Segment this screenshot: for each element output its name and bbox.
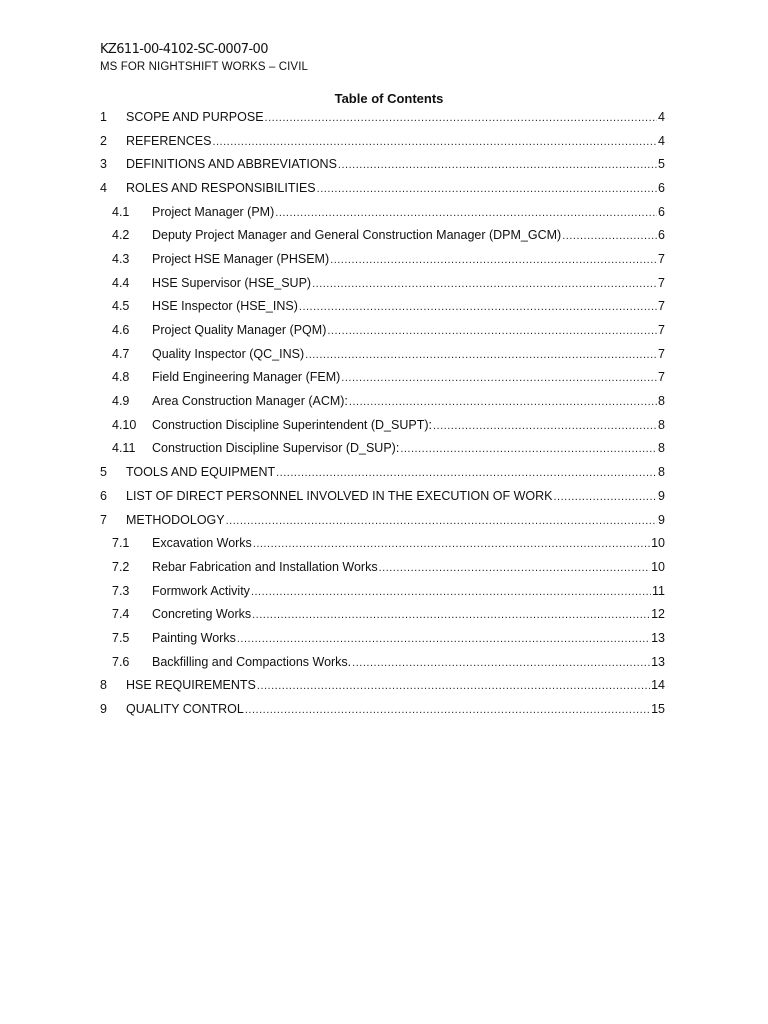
toc-entry-number: 7.1 bbox=[112, 536, 130, 551]
toc-entry-number: 7.6 bbox=[112, 654, 130, 669]
toc-entry-number: 4 bbox=[100, 180, 107, 195]
toc-entry-page-number: 8 bbox=[658, 394, 665, 409]
toc-entry-page-number: 7 bbox=[658, 299, 665, 314]
toc-dot-leader bbox=[252, 609, 650, 621]
toc-dot-leader bbox=[226, 515, 657, 527]
toc-subsection-entry[interactable] bbox=[100, 626, 665, 650]
toc-subsection-entry[interactable] bbox=[100, 555, 665, 579]
toc-entry-title: Construction Discipline Superintendent (D_SUPT): bbox=[152, 417, 432, 432]
toc-entry-body bbox=[152, 205, 665, 219]
toc-section-entry[interactable] bbox=[100, 176, 665, 200]
toc-dot-leader bbox=[237, 633, 650, 645]
toc-entry-page-number: 4 bbox=[658, 109, 665, 124]
toc-entry-title: Backfilling and Compactions Works. bbox=[152, 654, 352, 669]
toc-entry-title: TOOLS AND EQUIPMENT bbox=[126, 465, 276, 480]
toc-dot-leader bbox=[305, 349, 657, 361]
toc-entry-page-number: 4 bbox=[658, 133, 665, 148]
toc-entry-body bbox=[152, 252, 665, 266]
toc-entry-number: 4.8 bbox=[112, 370, 130, 385]
toc-entry-page-number: 13 bbox=[651, 630, 665, 645]
toc-dot-leader bbox=[352, 657, 650, 669]
toc-entry-page-number: 9 bbox=[658, 488, 665, 503]
toc-entry-body bbox=[126, 678, 665, 692]
toc-entry-page-number: 11 bbox=[652, 583, 665, 598]
toc-entry-title: Project HSE Manager (PHSEM) bbox=[152, 251, 330, 266]
toc-entry-title: HSE Inspector (HSE_INS) bbox=[152, 299, 298, 314]
toc-entry-body bbox=[126, 702, 665, 716]
toc-section-entry[interactable] bbox=[100, 697, 665, 721]
toc-subsection-entry[interactable] bbox=[100, 650, 665, 674]
toc-entry-number: 1 bbox=[100, 109, 107, 124]
toc-entry-page-number: 8 bbox=[658, 465, 665, 480]
toc-dot-leader bbox=[251, 586, 651, 598]
toc-dot-leader bbox=[349, 396, 657, 408]
toc-entry-body bbox=[152, 394, 665, 408]
toc-entry-number: 3 bbox=[100, 157, 107, 172]
toc-entry-page-number: 7 bbox=[658, 370, 665, 385]
toc-entry-number: 5 bbox=[100, 465, 107, 480]
toc-section-entry[interactable] bbox=[100, 674, 665, 698]
toc-entry-number: 7 bbox=[100, 512, 107, 527]
toc-entry-body bbox=[126, 134, 665, 148]
toc-entry-body bbox=[126, 489, 665, 503]
toc-entry-page-number: 7 bbox=[658, 275, 665, 290]
toc-entry-title: METHODOLOGY bbox=[126, 512, 225, 527]
toc-entry-body bbox=[126, 465, 665, 479]
toc-entry-title: HSE REQUIREMENTS bbox=[126, 678, 256, 693]
toc-entry-body bbox=[152, 299, 665, 313]
toc-section-entry[interactable] bbox=[100, 129, 665, 153]
toc-entry-page-number: 8 bbox=[658, 417, 665, 432]
toc-entry-title: Field Engineering Manager (FEM) bbox=[152, 370, 341, 385]
toc-subsection-entry[interactable] bbox=[100, 366, 665, 390]
toc-entry-body bbox=[126, 181, 665, 195]
toc-dot-leader bbox=[245, 704, 650, 716]
toc-entry-page-number: 15 bbox=[651, 702, 665, 717]
toc-entry-number: 7.2 bbox=[112, 559, 130, 574]
toc-entry-title: Formwork Activity bbox=[152, 583, 250, 598]
toc-entry-page-number: 6 bbox=[658, 180, 665, 195]
toc-entry-number: 8 bbox=[100, 678, 107, 693]
toc-entry-page-number: 8 bbox=[658, 441, 665, 456]
toc-dot-leader bbox=[400, 443, 657, 455]
toc-entry-title: Project Manager (PM) bbox=[152, 204, 275, 219]
toc-subsection-entry[interactable] bbox=[100, 413, 665, 437]
toc-dot-leader bbox=[257, 680, 650, 692]
toc-entry-title: DEFINITIONS AND ABBREVIATIONS bbox=[126, 157, 337, 172]
toc-entry-body bbox=[126, 157, 665, 171]
toc-entry-body bbox=[152, 441, 665, 455]
toc-entry-body bbox=[152, 560, 665, 574]
toc-subsection-entry[interactable] bbox=[100, 295, 665, 319]
toc-dot-leader bbox=[379, 562, 651, 574]
toc-entry-body bbox=[126, 110, 665, 124]
toc-entry-number: 4.1 bbox=[112, 204, 130, 219]
toc-entry-body bbox=[152, 655, 665, 669]
toc-entry-page-number: 7 bbox=[658, 251, 665, 266]
document-subtitle: MS FOR NIGHTSHIFT WORKS – CIVIL bbox=[100, 61, 308, 73]
toc-entry-number: 7.3 bbox=[112, 583, 130, 598]
toc-subsection-entry[interactable] bbox=[100, 318, 665, 342]
toc-entry-body bbox=[152, 607, 665, 621]
toc-entry-body bbox=[152, 347, 665, 361]
toc-entry-page-number: 10 bbox=[651, 536, 665, 551]
toc-subsection-entry[interactable] bbox=[100, 223, 665, 247]
toc-entry-body bbox=[152, 370, 665, 384]
toc-subsection-entry[interactable] bbox=[100, 437, 665, 461]
toc-entry-title: QUALITY CONTROL bbox=[126, 702, 244, 717]
toc-section-entry[interactable] bbox=[100, 105, 665, 129]
document-code: KZ611-00-4102-SC-0007-00 bbox=[100, 42, 268, 57]
toc-entry-number: 4.3 bbox=[112, 251, 130, 266]
toc-section-entry[interactable] bbox=[100, 152, 665, 176]
toc-entry-title: Rebar Fabrication and Installation Works bbox=[152, 559, 378, 574]
toc-section-entry[interactable] bbox=[100, 508, 665, 532]
toc-dot-leader bbox=[276, 467, 657, 479]
toc-dot-leader bbox=[212, 136, 657, 148]
toc-subsection-entry[interactable] bbox=[100, 389, 665, 413]
toc-dot-leader bbox=[317, 183, 657, 195]
toc-entry-number: 4.9 bbox=[112, 394, 130, 409]
table-of-contents bbox=[100, 105, 665, 721]
toc-dot-leader bbox=[327, 325, 657, 337]
toc-entry-number: 4.4 bbox=[112, 275, 130, 290]
toc-entry-page-number: 13 bbox=[651, 654, 665, 669]
toc-entry-title: Excavation Works bbox=[152, 536, 252, 551]
toc-entry-number: 9 bbox=[100, 702, 107, 717]
toc-entry-body bbox=[152, 323, 665, 337]
toc-dot-leader bbox=[330, 254, 657, 266]
toc-entry-title: Construction Discipline Supervisor (D_SUP): bbox=[152, 441, 400, 456]
toc-subsection-entry[interactable] bbox=[100, 200, 665, 224]
toc-entry-number: 4.5 bbox=[112, 299, 130, 314]
toc-dot-leader bbox=[433, 420, 657, 432]
toc-entry-page-number: 12 bbox=[651, 607, 665, 622]
toc-entry-title: REFERENCES bbox=[126, 133, 212, 148]
toc-subsection-entry[interactable] bbox=[100, 579, 665, 603]
toc-entry-page-number: 14 bbox=[651, 678, 665, 693]
toc-dot-leader bbox=[299, 301, 657, 313]
toc-entry-page-number: 6 bbox=[658, 204, 665, 219]
toc-entry-body bbox=[152, 418, 665, 432]
toc-entry-body bbox=[152, 631, 665, 645]
toc-dot-leader bbox=[265, 112, 658, 124]
toc-entry-page-number: 7 bbox=[658, 323, 665, 338]
toc-entry-number: 4.2 bbox=[112, 228, 130, 243]
toc-entry-title: Deputy Project Manager and General Construction Manager (DPM_GCM) bbox=[152, 228, 562, 243]
toc-entry-body bbox=[152, 536, 665, 550]
toc-entry-number: 7.5 bbox=[112, 630, 130, 645]
toc-entry-page-number: 10 bbox=[651, 559, 665, 574]
toc-entry-number: 4.6 bbox=[112, 323, 130, 338]
toc-dot-leader bbox=[553, 491, 657, 503]
toc-entry-title: HSE Supervisor (HSE_SUP) bbox=[152, 275, 312, 290]
toc-subsection-entry[interactable] bbox=[100, 247, 665, 271]
toc-entry-title: Painting Works bbox=[152, 630, 236, 645]
toc-entry-page-number: 5 bbox=[658, 157, 665, 172]
toc-entry-number: 4.11 bbox=[112, 441, 136, 456]
toc-entry-body bbox=[152, 584, 665, 598]
toc-entry-number: 7.4 bbox=[112, 607, 130, 622]
toc-subsection-entry[interactable] bbox=[100, 342, 665, 366]
toc-entry-title: Concreting Works bbox=[152, 607, 252, 622]
toc-entry-title: SCOPE AND PURPOSE bbox=[126, 109, 264, 124]
toc-entry-body bbox=[152, 228, 665, 242]
toc-entry-number: 2 bbox=[100, 133, 107, 148]
toc-entry-title: LIST OF DIRECT PERSONNEL INVOLVED IN THE EXECUTION OF WORK bbox=[126, 488, 553, 503]
toc-entry-number: 4.10 bbox=[112, 417, 137, 432]
toc-entry-title: Project Quality Manager (PQM) bbox=[152, 323, 327, 338]
toc-subsection-entry[interactable] bbox=[100, 531, 665, 555]
toc-subsection-entry[interactable] bbox=[100, 602, 665, 626]
toc-entry-body bbox=[126, 513, 665, 527]
toc-entry-number: 6 bbox=[100, 488, 107, 503]
toc-entry-page-number: 9 bbox=[658, 512, 665, 527]
toc-entry-title: Area Construction Manager (ACM): bbox=[152, 394, 348, 409]
toc-section-entry[interactable] bbox=[100, 484, 665, 508]
toc-heading: Table of Contents bbox=[334, 91, 444, 106]
toc-dot-leader bbox=[312, 278, 657, 290]
toc-dot-leader bbox=[562, 230, 657, 242]
toc-entry-number: 4.7 bbox=[112, 346, 130, 361]
toc-dot-leader bbox=[341, 372, 657, 384]
toc-entry-title: Quality Inspector (QC_INS) bbox=[152, 346, 305, 361]
toc-dot-leader bbox=[275, 207, 657, 219]
toc-entry-title: ROLES AND RESPONSIBILITIES bbox=[126, 180, 316, 195]
toc-entry-page-number: 7 bbox=[658, 346, 665, 361]
toc-dot-leader bbox=[253, 538, 650, 550]
toc-entry-body bbox=[152, 276, 665, 290]
toc-subsection-entry[interactable] bbox=[100, 271, 665, 295]
toc-dot-leader bbox=[338, 159, 657, 171]
toc-section-entry[interactable] bbox=[100, 460, 665, 484]
toc-entry-page-number: 6 bbox=[658, 228, 665, 243]
